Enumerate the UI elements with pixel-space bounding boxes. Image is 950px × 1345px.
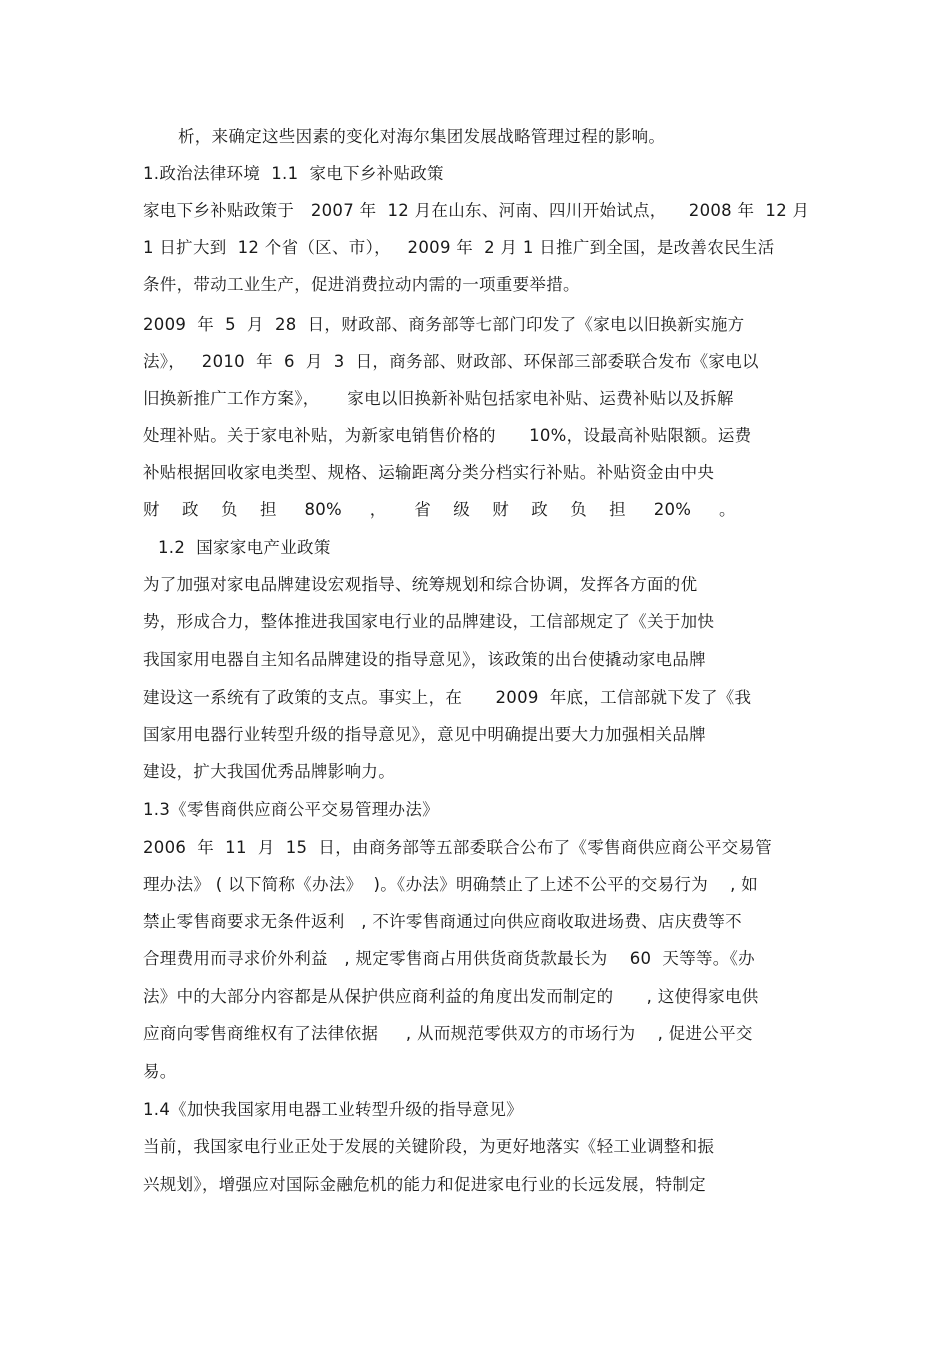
paragraph-line: 家电下乡补贴政策于 2007 年 12 月在山东、河南、四川开始试点， 2008 年 12 月 <box>143 201 810 220</box>
paragraph-line: 1 日扩大到 12 个省（区、市）， 2009 年 2 月 1 日推广到全国，是改善农民生活 <box>143 238 775 257</box>
paragraph-line: 财 政 负 担 80% ， 省 级 财 政 负 担 20% 。 <box>143 500 736 519</box>
paragraph-line: 条件，带动工业生产，促进消费拉动内需的一项重要举措。 <box>143 275 580 294</box>
paragraph-line: 理办法》 ( 以下简称《办法》 )。《办法》明确禁止了上述不公平的交易行为 , 如 <box>143 875 759 894</box>
paragraph-line: 合理费用而寻求价外利益 , 规定零售商占用供货商货款最长为 60 天等等。《办 <box>143 949 755 968</box>
paragraph-line: 建设，扩大我国优秀品牌影响力。 <box>143 762 395 781</box>
paragraph-line: 旧换新推广工作方案》， 家电以旧换新补贴包括家电补贴、运费补贴以及拆解 <box>143 389 734 408</box>
paragraph-line: 2006 年 11 月 15 日，由商务部等五部委联合公布了《零售商供应商公平交易管 <box>143 838 773 857</box>
paragraph-line: 国家用电器行业转型升级的指导意见》，意见中明确提出要大力加强相关品牌 <box>143 725 706 744</box>
paragraph-line: 析，来确定这些因素的变化对海尔集团发展战略管理过程的影响。 <box>178 127 666 146</box>
paragraph-line: 当前，我国家电行业正处于发展的关键阶段，为更好地落实《轻工业调整和振 <box>143 1137 715 1156</box>
paragraph-line: 处理补贴。关于家电补贴，为新家电销售价格的 10%，设最高补贴限额。运费 <box>143 426 752 445</box>
paragraph-line: 法》中的大部分内容都是从保护供应商利益的角度出发而制定的 , 这使得家电供 <box>143 987 759 1006</box>
paragraph-line: 易。 <box>143 1062 177 1081</box>
section-heading: 1.政治法律环境 1.1 家电下乡补贴政策 <box>143 164 444 183</box>
section-heading: 1.2 国家家电产业政策 <box>158 538 331 557</box>
paragraph-line: 建设这一系统有了政策的支点。事实上，在 2009 年底，工信部就下发了《我 <box>143 688 752 707</box>
section-heading: 1.4《加快我国家用电器工业转型升级的指导意见》 <box>143 1100 523 1119</box>
paragraph-line: 法》， 2010 年 6 月 3 日，商务部、财政部、环保部三部委联合发布《家电以 <box>143 352 759 371</box>
paragraph-line: 应商向零售商维权有了法律依据 , 从而规范零供双方的市场行为 , 促进公平交 <box>143 1024 753 1043</box>
paragraph-line: 2009 年 5 月 28 日，财政部、商务部等七部门印发了《家电以旧换新实施方 <box>143 315 745 334</box>
paragraph-line: 禁止零售商要求无条件返利 , 不许零售商通过向供应商收取进场费、店庆费等不 <box>143 912 742 931</box>
paragraph-line: 补贴根据回收家电类型、规格、运输距离分类分档实行补贴。补贴资金由中央 <box>143 463 715 482</box>
paragraph-line: 兴规划》，增强应对国际金融危机的能力和促进家电行业的长远发展，特制定 <box>143 1175 706 1194</box>
section-heading: 1.3《零售商供应商公平交易管理办法》 <box>143 800 439 819</box>
paragraph-line: 为了加强对家电品牌建设宏观指导、统筹规划和综合协调，发挥各方面的优 <box>143 575 698 594</box>
paragraph-line: 我国家用电器自主知名品牌建设的指导意见》，该政策的出台使撬动家电品牌 <box>143 650 706 669</box>
paragraph-line: 势，形成合力，整体推进我国家电行业的品牌建设，工信部规定了《关于加快 <box>143 612 715 631</box>
